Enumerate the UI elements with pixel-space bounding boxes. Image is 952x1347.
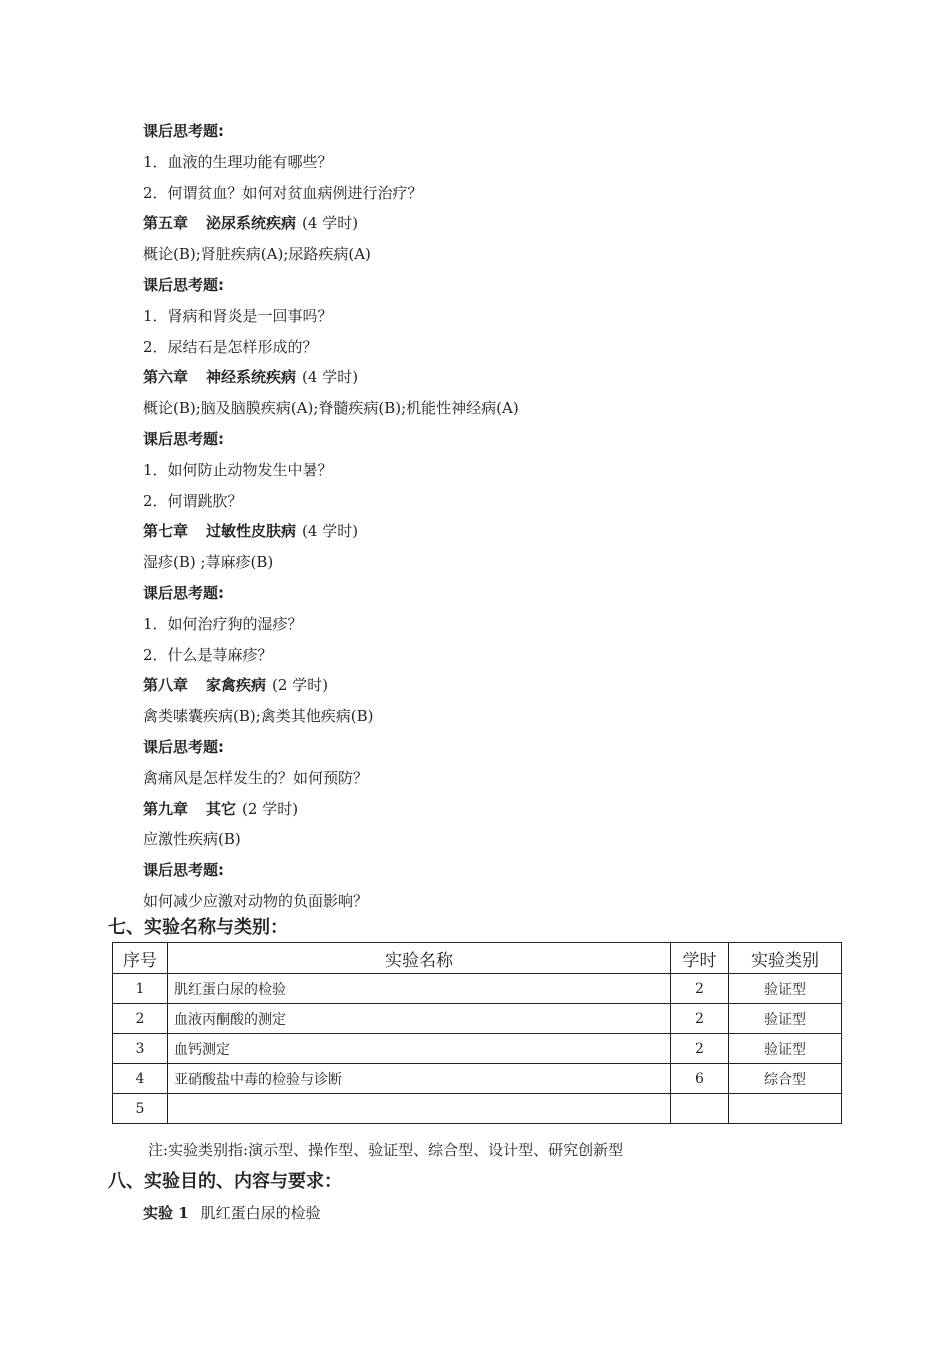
questions-label (143, 429, 224, 449)
questions-label (143, 121, 224, 141)
experiment-1-heading (143, 1203, 321, 1223)
cell-type: 验证型 (729, 974, 842, 1004)
section-8-title: 八、实验目的、内容与要求： (108, 1171, 342, 1192)
cell-name: 血液丙酮酸的测定 (168, 1004, 671, 1034)
questions-label (143, 275, 224, 295)
chapter-hours: (4 学时) (302, 214, 359, 232)
chapter-name: 泌尿系统疾病 (206, 214, 297, 232)
questions-label (143, 583, 224, 603)
text-line: 概论(B);脑及脑膜疾病(A);脊髓疾病(B);机能性神经病(A) (143, 399, 519, 417)
table-row (113, 1094, 842, 1124)
table-row (113, 1034, 842, 1064)
text-line: 如何减少应激对动物的负面影响？ (143, 892, 369, 910)
header-number: 序号 (113, 943, 168, 974)
cell-hours: 2 (671, 1034, 729, 1064)
cell-type: 综合型 (729, 1064, 842, 1094)
text-line: 2．何谓贫血？如何对贫血病例进行治疗？ (143, 184, 423, 202)
chapter-hours: (4 学时) (302, 522, 359, 540)
chapter-hours: (4 学时) (302, 368, 359, 386)
questions-label-text: 课后思考题: (143, 276, 224, 294)
text-line: 2．什么是荨麻疹？ (143, 646, 273, 664)
chapter-name: 家禽疾病 (206, 676, 267, 694)
chapter-name: 过敏性皮肤病 (206, 522, 297, 540)
text-line: 应激性疾病(B) (143, 830, 241, 848)
text-line: 概论(B);肾脏疾病(A);尿路疾病(A) (143, 245, 371, 263)
cell-number: 4 (113, 1064, 168, 1094)
questions-label-text: 课后思考题: (143, 584, 224, 602)
experiment-table (112, 942, 842, 1124)
text-line: 1．如何防止动物发生中暑？ (143, 461, 333, 479)
chapter-name: 神经系统疾病 (206, 368, 297, 386)
text-line: 禽痛风是怎样发生的？如何预防？ (143, 769, 369, 787)
chapter-number: 第五章 (143, 214, 189, 232)
questions-label-text: 课后思考题: (143, 430, 224, 448)
header-name: 实验名称 (168, 943, 671, 974)
cell-type (729, 1094, 842, 1124)
cell-number: 1 (113, 974, 168, 1004)
text-line: 2．尿结石是怎样形成的？ (143, 338, 318, 356)
chapter-heading (143, 213, 358, 233)
cell-name: 血钙测定 (168, 1034, 671, 1064)
chapter-heading (143, 521, 358, 541)
header-type: 实验类别 (729, 943, 842, 974)
questions-label-text: 课后思考题: (143, 738, 224, 756)
table-row (113, 1004, 842, 1034)
text-line: 2．何谓跳肷？ (143, 492, 243, 510)
chapter-heading (143, 675, 328, 695)
cell-number: 5 (113, 1094, 168, 1124)
cell-name: 亚硝酸盐中毒的检验与诊断 (168, 1064, 671, 1094)
table-note: 注:实验类别指:演示型、操作型、验证型、综合型、设计型、研究创新型 (148, 1141, 624, 1159)
chapter-name: 其它 (206, 800, 237, 818)
chapter-number: 第九章 (143, 800, 189, 818)
chapter-number: 第六章 (143, 368, 189, 386)
table-row (113, 974, 842, 1004)
cell-number: 2 (113, 1004, 168, 1034)
text-line: 1．肾病和肾炎是一回事吗？ (143, 307, 333, 325)
table-header-row (113, 943, 842, 974)
questions-label-text: 课后思考题: (143, 122, 224, 140)
cell-hours: 2 (671, 1004, 729, 1034)
chapter-number: 第八章 (143, 676, 189, 694)
text-line: 1．血液的生理功能有哪些？ (143, 153, 333, 171)
experiment-1-label: 实验 1 (143, 1204, 189, 1222)
header-hours: 学时 (671, 943, 729, 974)
questions-label-text: 课后思考题: (143, 861, 224, 879)
cell-hours (671, 1094, 729, 1124)
questions-label (143, 860, 224, 880)
text-line: 1．如何治疗狗的湿疹？ (143, 615, 303, 633)
section-7-title: 七、实验名称与类别： (108, 917, 288, 938)
experiment-1-name: 肌红蛋白尿的检验 (200, 1204, 321, 1222)
chapter-heading (143, 367, 358, 387)
text-line: 禽类嗉囊疾病(B);禽类其他疾病(B) (143, 707, 374, 725)
cell-name (168, 1094, 671, 1124)
cell-name: 肌红蛋白尿的检验 (168, 974, 671, 1004)
table-row (113, 1064, 842, 1094)
chapter-hours: (2 学时) (242, 800, 299, 818)
questions-label (143, 737, 224, 757)
cell-type: 验证型 (729, 1004, 842, 1034)
chapter-number: 第七章 (143, 522, 189, 540)
chapter-heading (143, 799, 298, 819)
cell-type: 验证型 (729, 1034, 842, 1064)
chapter-hours: (2 学时) (272, 676, 329, 694)
cell-hours: 2 (671, 974, 729, 1004)
cell-hours: 6 (671, 1064, 729, 1094)
cell-number: 3 (113, 1034, 168, 1064)
text-line: 湿疹(B) ;荨麻疹(B) (143, 553, 274, 571)
